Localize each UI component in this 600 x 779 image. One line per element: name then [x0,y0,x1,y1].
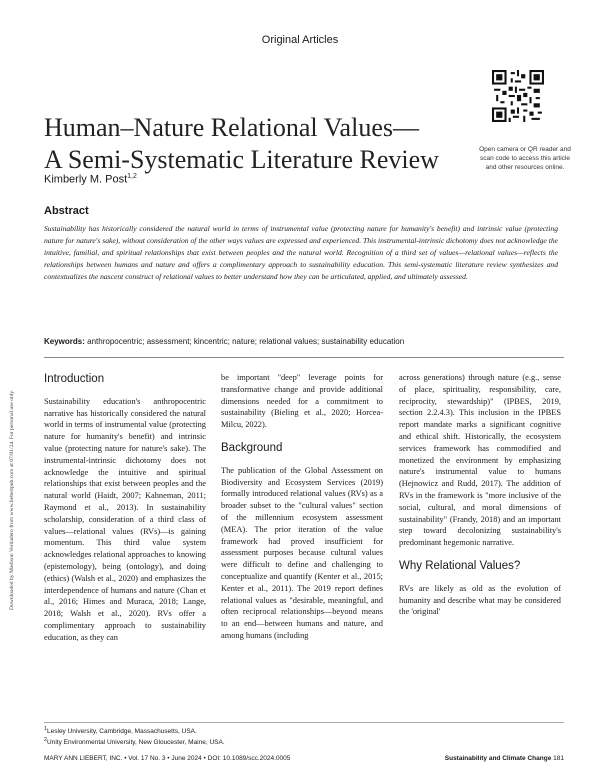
qr-caption-line-3: and other resources online. [485,164,565,171]
abstract-text: Sustainability has historically considered the natural world in terms of instrumental value (protecting nature for humanity's benefit) and intrinsic value (protecting nature for nature's sake), without consideration of the other ways values are expressed and experienced. This instrumental-intrinsic dichotomy does not acknowledge the intuitive, familial, and spiritual relationships that exist between peoples and the natural world. Recognition of a third set of values—relational values—reflects the relationships between humans and nature and offers a complimentary approach to sustainability education. This semi-systematic literature review synthesizes and contextualizes the nascent construct of relational values to better understand how they can be articulated, applied, and ultimately assessed. [44,224,558,281]
article-title [44,112,439,176]
footnote-2-text: Unity Environmental University, New Gloucester, Maine, USA. [47,739,225,747]
why-text: RVs are likely as old as the evolution of humanity and describe what may be considered the 'original' [399,583,561,617]
footnote-2: $^2$Unity Environmental University, New Gloucester, Maine, USA. [44,737,225,747]
author-affiliation: 1,2 [127,173,137,180]
column-2 [221,372,383,642]
why-heading: Why Relational Values? [399,559,521,572]
divider [44,357,564,358]
background-text: The publication of the Global Assessment on Biodiversity and Ecosystem Services (2019) formally introduced relational values (RVs) as a broader subset to the "cultural values" section of the millennium ecosystem assessment (MEA). The prior iteration of the value framework had proved insufficient for assessment purposes because cultural values were difficult to define and challenging to conceptualize and quantify (Kenter et al., 2015; Kenter et al., 2011). The 2019 report defines relational values as "desirable, meaningful, and often reciprocal relationships—beyond means to an end—between humans and nature, and among humans (including [221,465,383,640]
journal-name: Sustainability and Climate Change [444,755,552,762]
download-notice-text: Downloaded by Madison Verdadero from www.liebertpub.com at 07/01/24. For personal use only. [9,389,15,610]
section-tag: Original Articles [261,34,339,46]
download-notice [9,250,19,610]
background-heading: Background [221,441,283,454]
introduction-heading: Introduction [44,373,105,385]
column-3-top-text: across generations) through nature (e.g., sense of place, spirituality, responsibility, care, reciprocity, stewardship)" (IPBES, 2019, section 2.2.4.3). This inclusion in the IPBES report mandate marks a significant cognitive and ethical shift. Historically, the ecosystem services framework has commodified and monetized the environment by emphasizing nature's instrumental value to humans (Hejnowicz and Rudd, 2017). The addition of RVs in the framework is "more inclusive of the social, cultural, and moral dimensions of sustainability" (Frandy, 2018) and an important step toward decolonizing sustainability's predominant hegemonic narrative. [399,373,561,548]
column-1 [44,372,206,644]
column-2-top-text: be important "deep" leverage points for transformative change and provide additional dimensions needed for a commitment to sustainability (Bieling et al., 2020; Horcea-Milcu, 2022). [221,373,383,430]
qr-code[interactable] [492,70,544,142]
footnote-1-text: Lesley University, Cambridge, Massachusetts, USA. [47,728,197,736]
page-number: 181 [553,755,564,762]
qr-caption [466,145,584,172]
author-line [44,173,137,186]
introduction-text: Sustainability education's anthropocentric narrative has historically considered the natural world in terms of instrumental value (protecting nature for humanity's benefit) and intrinsic value (protecting nature for nature's sake). The instrumental-intrinsic dichotomy does not acknowledge the intuitive and spiritual relationships that exist between peoples and the natural world (Haidt, 2007; Kahneman, 2011; Raymond et al., 2013). In sustainability scholarship, consideration of a third class of values—relational values (RVs)—is gaining momentum. This third value system acknowledges relational approaches to knowing (epistemology), being (ontology), and doing (ethics) (Walsh et al., 2020) and emphasizes the interdependence of humans and nature (Chan et al., 2016; Himes and Muraca, 2018; Lange, 2018; Walsh et al., 2020). RVs offer a complimentary approach to sustainability education, as they can [44,396,206,642]
keywords [44,337,564,346]
qr-code-icon [492,70,544,122]
keywords-text: anthropocentric; assessment; kincentric; nature; relational values; sustainability education [87,337,405,346]
footnote-divider [44,722,564,723]
title-line-1: Human–Nature Relational Values— [44,113,419,142]
qr-caption-line-1: Open camera or QR reader and [479,146,571,153]
qr-caption-line-2: scan code to access this article [480,155,570,162]
title-line-2: A Semi-Systematic Literature Review [44,145,439,174]
column-3 [399,372,561,618]
abstract-heading: Abstract [44,205,89,217]
keywords-label: Keywords: [44,337,85,346]
footnote-1: $^1$Lesley University, Cambridge, Massachusetts, USA. [44,726,197,736]
footer-left: MARY ANN LIEBERT, INC. • Vol. 17 No. 3 • June 2024 • DOI: 10.1089/scc.2024.0005 [44,755,291,762]
author-name: Kimberly M. Post [44,173,128,186]
footer-right [445,755,564,762]
